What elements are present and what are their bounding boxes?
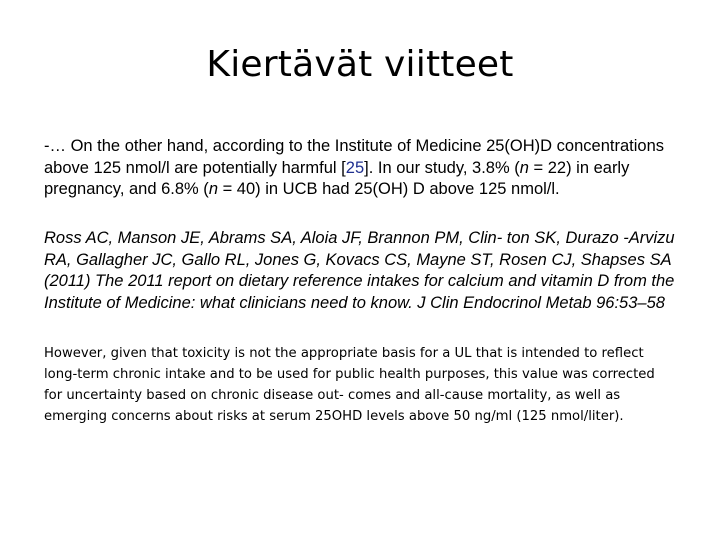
slide-title: Kiertävät viitteet (206, 44, 514, 85)
reference-link[interactable]: 25 (345, 158, 365, 177)
quote-paragraph (44, 136, 684, 201)
quote-text-part3: = 22) in early pregnancy, and 6.8% ( (44, 158, 630, 198)
quote-text-part1: -… On the other hand, according to the Institute of Medicine 25(OH)D concentrations above 125 nmol/l are potentially harmful [ (44, 137, 664, 177)
n-label-2: n (208, 180, 218, 198)
n-label-1: n (519, 158, 529, 177)
quote-text-part4: = 40) in UCB had 25(OH) D above 125 nmol/l. (218, 180, 560, 198)
source-quote-paragraph: However, given that toxicity is not the appropriate basis for a UL that is intended to reflect long-term chronic intake and to be used for public health purposes, this value was corrected for uncertainty based on chronic disease out- comes and all-cause mortality, as well as emerging concerns about risks at serum 25OHD levels above 50 ng/ml (125 nmol/liter). (44, 346, 655, 424)
citation-paragraph: Ross AC, Manson JE, Abrams SA, Aloia JF, Brannon PM, Clin- ton SK, Durazo -Arvizu RA, Gallagher JC, Gallo RL, Jones G, Kovacs CS, Mayne ST, Rosen CJ, Shapses SA (2011) The 2011 report on dietary reference intakes for calcium and vitamin D from the Institute of Medicine: what clinicians need to know. J Clin Endocrinol Metab 96:53–58 (44, 229, 675, 312)
quote-text-part2: ]. In our study, 3.8% ( (364, 158, 520, 177)
